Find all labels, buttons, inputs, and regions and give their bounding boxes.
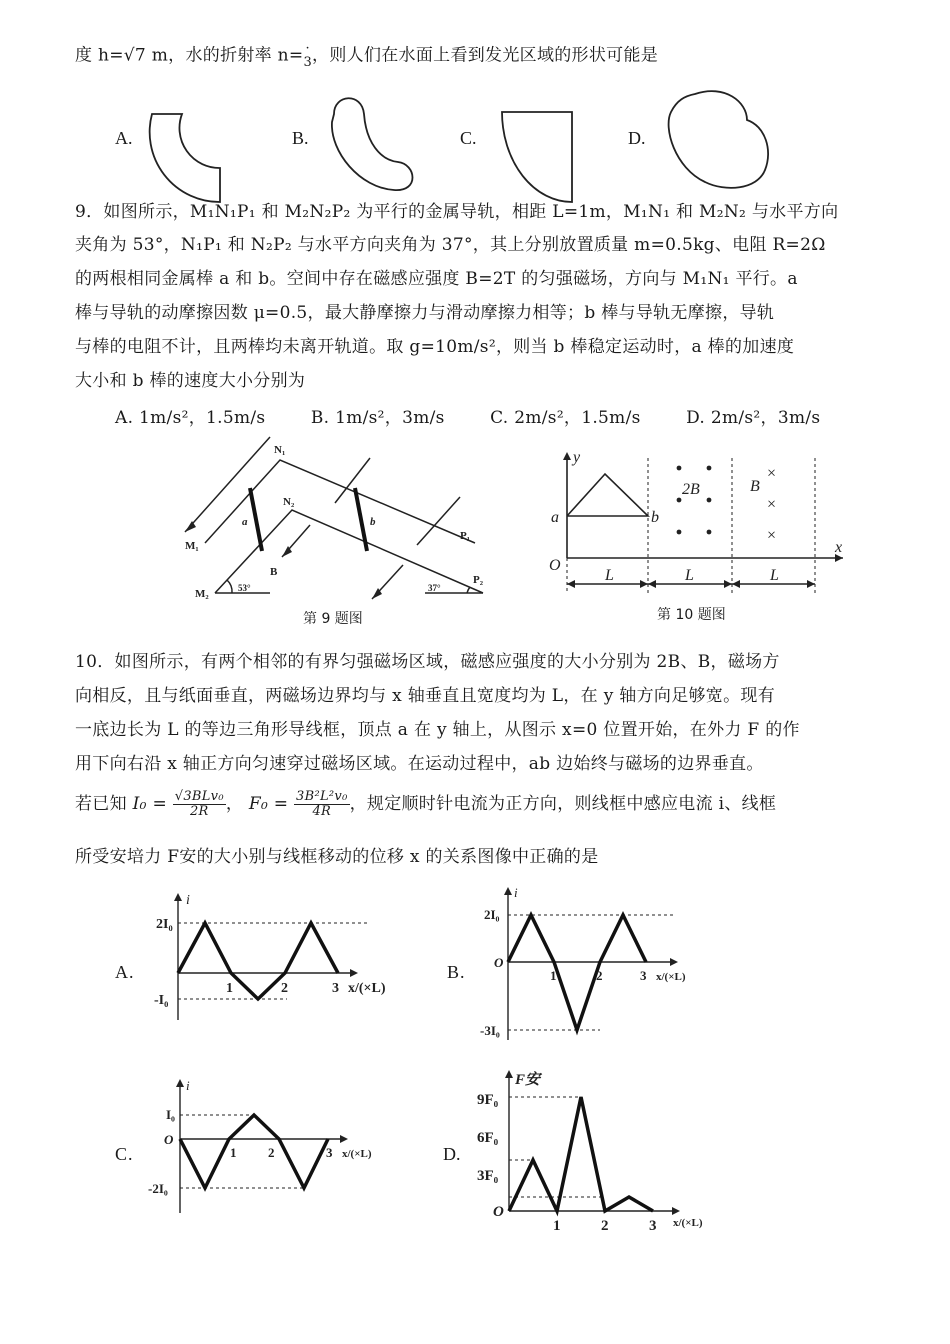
given-suffix: ，规定顺时针电流为正方向，则线框中感应电流 i、线框 bbox=[349, 794, 777, 814]
q9-option-a[interactable]: A. 1m/s²，1.5m/s bbox=[115, 408, 266, 428]
svg-text:9F₀: 9F₀ bbox=[477, 1092, 499, 1108]
svg-text:x/(×L): x/(×L) bbox=[673, 1217, 703, 1229]
label-y: y bbox=[573, 449, 581, 466]
svg-text:1: 1 bbox=[230, 1145, 237, 1160]
svg-text:3: 3 bbox=[640, 968, 647, 983]
label-p2: P₂ bbox=[473, 574, 484, 586]
svg-text:3: 3 bbox=[326, 1145, 333, 1160]
label-vertex-a: a bbox=[551, 509, 559, 526]
svg-text:-I₀: -I₀ bbox=[154, 993, 169, 1008]
svg-text:×: × bbox=[767, 496, 777, 513]
svg-text:-3I₀: -3I₀ bbox=[480, 1023, 500, 1038]
q10-line-2: 向相反，且与纸面垂直，两磁场边界均与 x 轴垂直且宽度均为 L，在 y 轴方向足够宽。现有 bbox=[75, 686, 775, 706]
chart-option-b bbox=[480, 885, 730, 1045]
label-m1: M₁ bbox=[185, 540, 199, 552]
I0-lhs: I₀ = bbox=[132, 794, 168, 814]
frac-num: · bbox=[305, 41, 310, 56]
label-a: a bbox=[242, 516, 248, 528]
svg-text:2I₀: 2I₀ bbox=[484, 907, 500, 922]
q8-text-b: ，则人们在水面上看到发光区域的形状可能是 bbox=[312, 45, 659, 66]
svg-text:2: 2 bbox=[596, 968, 603, 983]
kidney-wide-shape bbox=[665, 88, 775, 193]
svg-text:2: 2 bbox=[268, 1145, 275, 1160]
q10-option-c-label[interactable]: C bbox=[115, 1144, 128, 1164]
svg-text:3: 3 bbox=[649, 1218, 657, 1234]
F0-fraction bbox=[294, 790, 350, 819]
q9-line-3: 的两根相同金属棒 a 和 b。空间中存在磁感应强度 B=2T 的匀强磁场，方向与 M₁N₁ 平行。a bbox=[75, 269, 798, 289]
q10-line-last: 所受安培力 F安的大小别与线框移动的位移 x 的关系图像中正确的是 bbox=[75, 847, 599, 867]
svg-text:2: 2 bbox=[601, 1218, 609, 1234]
q8-text-a: 度 h=√7 m，水的折射率 n= bbox=[75, 45, 304, 66]
I0-num: √3BLv₀ bbox=[174, 789, 224, 804]
q9-option-c[interactable]: C. 2m/s²，1.5m/s bbox=[490, 408, 641, 428]
q9-option-b[interactable]: B. 1m/s²，3m/s bbox=[310, 408, 445, 428]
label-width-1: L bbox=[605, 567, 614, 584]
svg-text:×: × bbox=[767, 465, 777, 482]
refractive-index-fraction bbox=[303, 42, 312, 70]
I0-den: 2R bbox=[189, 804, 209, 819]
svg-text:3: 3 bbox=[332, 981, 339, 996]
q10-line-4: 用下向右沿 x 轴正方向匀速穿过磁场区域。在运动过程中，ab 边始终与磁场的边界垂直。 bbox=[75, 754, 764, 774]
q9-line-5: 与棒的电阻不计，且两棒均未离开轨道。取 g=10m/s²，则当 b 棒稳定运动时，a 棒的加速度 bbox=[75, 337, 795, 357]
q10-line-3: 一底边长为 L 的等边三角形导线框，顶点 a 在 y 轴上，从图示 x=0 位置开始，在外力 F 的作 bbox=[75, 720, 800, 740]
figure-9-rails-diagram bbox=[170, 435, 500, 615]
label-width-2: L bbox=[685, 567, 694, 584]
svg-text:x/(×L): x/(×L) bbox=[342, 1148, 372, 1160]
F0-lhs: F₀ = bbox=[248, 794, 289, 814]
label-width-3: L bbox=[770, 567, 779, 584]
I0-fraction bbox=[173, 790, 226, 819]
label-vertex-b: b bbox=[651, 509, 659, 526]
q8-option-c-label[interactable]: C. bbox=[460, 128, 477, 148]
q10-option-a-label[interactable]: A bbox=[115, 962, 128, 982]
figure-9-caption: 第 9 题图 bbox=[303, 611, 363, 627]
svg-text:-2I₀: -2I₀ bbox=[148, 1181, 168, 1196]
q8-option-d-label[interactable]: D. bbox=[628, 128, 646, 148]
chart-option-d bbox=[477, 1068, 725, 1243]
svg-text:×: × bbox=[767, 527, 777, 544]
svg-text:F安: F安 bbox=[515, 1072, 541, 1088]
q10-line-1: 10．如图所示，有两个相邻的有界匀强磁场区域，磁感应强度的大小分别为 2B、B，磁场方 bbox=[75, 652, 780, 672]
svg-text:i: i bbox=[186, 1078, 190, 1093]
svg-text:O: O bbox=[164, 1132, 174, 1147]
q9-line-4: 棒与导轨的动摩擦因数 μ=0.5，最大静摩擦力与滑动摩擦力相等；b 棒与导轨无摩擦，导轨 bbox=[75, 303, 775, 323]
q9-line-6: 大小和 b 棒的速度大小分别为 bbox=[75, 371, 306, 391]
svg-text:2I₀: 2I₀ bbox=[156, 917, 173, 932]
q10-option-d-label[interactable]: D bbox=[443, 1144, 456, 1164]
label-m2: M₂ bbox=[195, 588, 209, 600]
label-angle-53: 53° bbox=[238, 583, 251, 593]
svg-text:1: 1 bbox=[550, 968, 557, 983]
dot: . bbox=[456, 1144, 461, 1164]
label-field-2B: 2B bbox=[682, 481, 700, 498]
label-B: B bbox=[270, 566, 278, 578]
svg-text:O: O bbox=[494, 955, 504, 970]
q10-option-b-label[interactable]: B bbox=[447, 962, 460, 982]
chart-option-c bbox=[148, 1078, 400, 1228]
q9-line-2: 夹角为 53°，N₁P₁ 和 N₂P₂ 与水平方向夹角为 37°，其上分别放置质量 m=0.5kg、电阻 R=2Ω bbox=[75, 235, 826, 255]
q10-formula-line: 若已知 I₀ = $\frac{\text{√3BLv₀}}{2R}$ ， F₀ = $\frac{\text{3B²L²v₀}}{4R}$ ，规定顺时针电流为正方向，则线框中感应电流 i、线框 bbox=[75, 789, 777, 819]
svg-text:i: i bbox=[514, 885, 518, 900]
frac-den: 3 bbox=[303, 55, 313, 70]
q8-question-tail bbox=[75, 42, 658, 70]
svg-text:6F₀: 6F₀ bbox=[477, 1130, 499, 1146]
figure-10-field-diagram bbox=[545, 448, 855, 618]
q9-options bbox=[115, 406, 820, 430]
label-p1: P₁ bbox=[460, 530, 471, 542]
label-x: x bbox=[835, 539, 843, 556]
given-prefix: 若已知 bbox=[75, 794, 127, 814]
label-origin: O bbox=[549, 557, 561, 574]
chart-option-a bbox=[154, 890, 420, 1040]
svg-text:1: 1 bbox=[553, 1218, 561, 1234]
q8-option-a-label[interactable]: A. bbox=[115, 128, 133, 148]
svg-text:3F₀: 3F₀ bbox=[477, 1168, 499, 1184]
dot: . bbox=[460, 962, 465, 982]
dot: . bbox=[129, 962, 134, 982]
F0-num: 3B²L²v₀ bbox=[296, 789, 348, 804]
label-angle-37: 37° bbox=[428, 583, 441, 593]
svg-text:i: i bbox=[186, 893, 190, 908]
svg-text:x/(×L): x/(×L) bbox=[656, 971, 686, 983]
quarter-disk-shape bbox=[500, 110, 580, 205]
svg-text:I₀: I₀ bbox=[166, 1107, 175, 1122]
q8-option-b-label[interactable]: B. bbox=[292, 128, 309, 148]
svg-text:1: 1 bbox=[226, 981, 233, 996]
svg-text:x/(×L): x/(×L) bbox=[348, 981, 386, 996]
quarter-annulus-shape bbox=[148, 110, 228, 205]
svg-text:O: O bbox=[493, 1204, 504, 1220]
q9-option-d[interactable]: D. 2m/s²，3m/s bbox=[686, 408, 821, 428]
label-n1: N₁ bbox=[274, 444, 286, 456]
label-n2: N₂ bbox=[283, 496, 295, 508]
dot: . bbox=[128, 1144, 133, 1164]
kidney-narrow-shape bbox=[320, 92, 420, 192]
F0-den: 4R bbox=[312, 804, 332, 819]
figure-10-caption: 第 10 题图 bbox=[657, 607, 726, 623]
svg-text:2: 2 bbox=[281, 981, 288, 996]
label-b: b bbox=[370, 516, 376, 528]
label-field-B: B bbox=[750, 478, 760, 495]
q9-line-1: 9．如图所示，M₁N₁P₁ 和 M₂N₂P₂ 为平行的金属导轨，相距 L=1m，M₁N₁ 和 M₂N₂ 与水平方向 bbox=[75, 202, 839, 222]
